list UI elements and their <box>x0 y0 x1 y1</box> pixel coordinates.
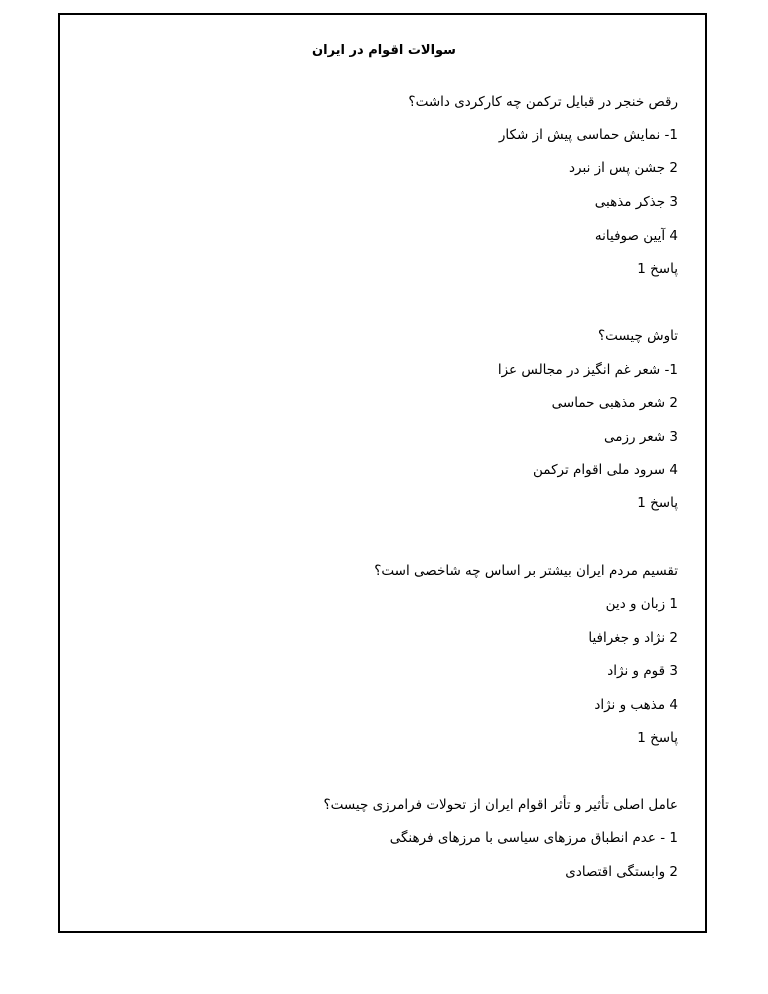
question-1-answer: پاسخ 1 <box>637 261 678 277</box>
question-1-option-4: 4 آیین صوفیانه <box>594 228 678 244</box>
question-4-option-2: 2 وابستگی اقتصادی <box>565 864 678 880</box>
question-3-option-4: 4 مذهب و نژاد <box>594 697 678 713</box>
question-3-text: تقسیم مردم ایران بیشتر بر اساس چه شاخصی است؟ <box>374 563 678 579</box>
question-3-option-3: 3 قوم و نژاد <box>607 663 678 679</box>
question-3-answer: پاسخ 1 <box>637 730 678 746</box>
question-2-option-4: 4 سرود ملی اقوام ترکمن <box>532 462 678 478</box>
question-3-option-2: 2 نژاد و جغرافیا <box>588 630 678 646</box>
question-2-option-3: 3 شعر رزمی <box>604 429 678 445</box>
question-2-answer: پاسخ 1 <box>637 495 678 511</box>
question-2-option-2: 2 شعر مذهبی حماسی <box>551 395 678 411</box>
question-1-text: رقص خنجر در قبایل ترکمن چه کارکردی داشت؟ <box>408 94 678 110</box>
question-1-option-3: 3 جذکر مذهبی <box>594 194 678 210</box>
question-2-option-1: 1- شعر غم انگیز در مجالس عزا <box>497 362 678 378</box>
question-4-option-1: 1 - عدم انطباق مرزهای سیاسی با مرزهای فرهنگی <box>389 830 678 846</box>
question-3-option-1: 1 زبان و دین <box>605 596 678 612</box>
question-4-text: عامل اصلی تأثیر و تأثر اقوام ایران از تحولات فرامرزی چیست؟ <box>323 797 678 813</box>
document-title: سوالات اقوام در ایران <box>312 43 456 58</box>
question-2-text: تاوش چیست؟ <box>597 328 678 344</box>
question-1-option-1: 1- نمایش حماسی پیش از شکار <box>498 127 678 143</box>
question-1-option-2: 2 جشن پس از نبرد <box>569 160 678 176</box>
